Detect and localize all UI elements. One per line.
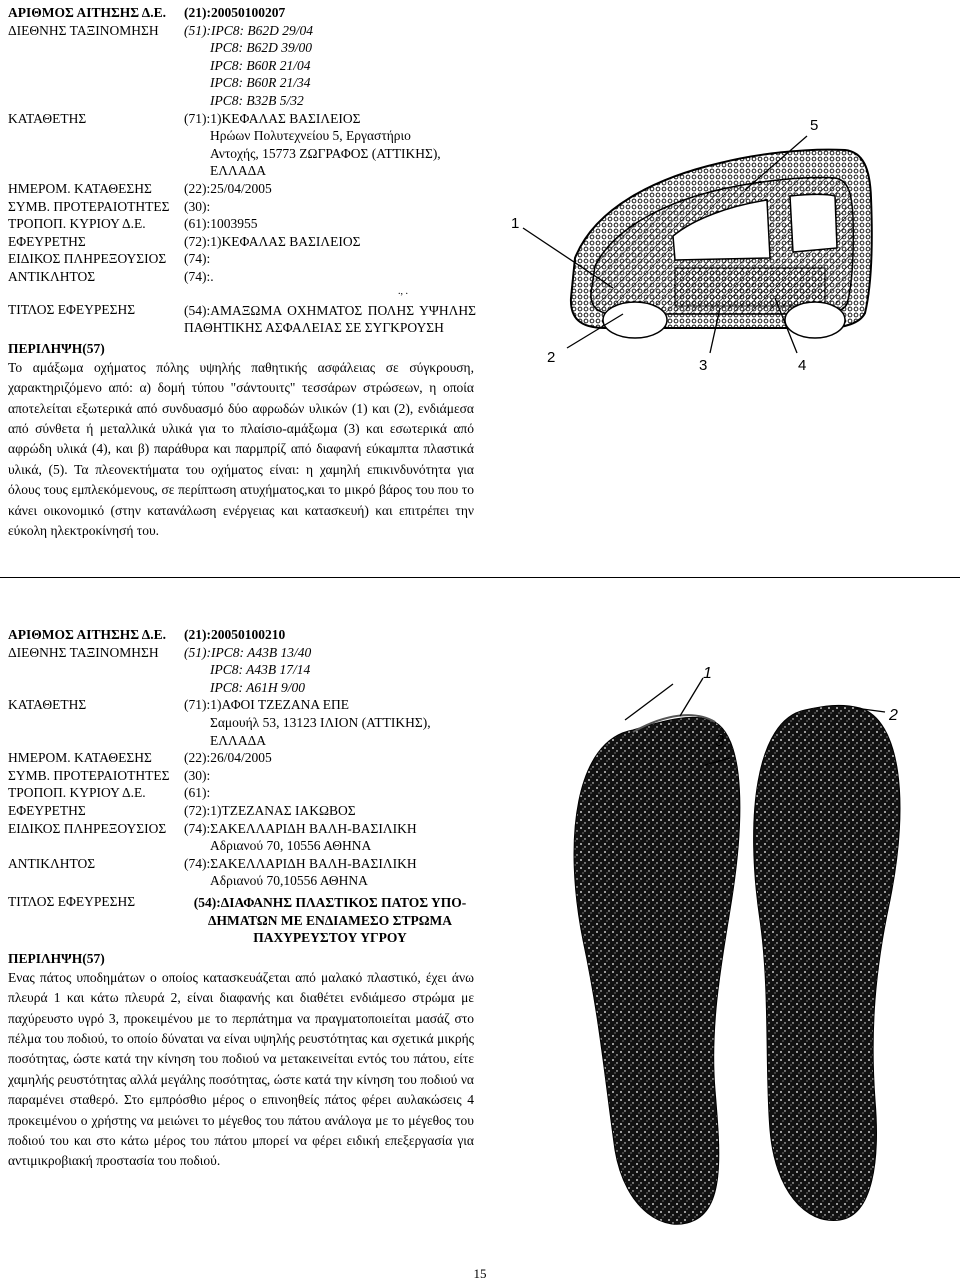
inventor-row: [8, 802, 508, 820]
inventor-label: ΕΦΕΥΡΕΤΗΣ: [8, 802, 86, 818]
applicant-country: ΕΛΛΑΔΑ: [210, 732, 267, 748]
priority-row: [8, 767, 508, 785]
invention-title: ΑΜΑΞΩΜΑ ΟΧΗΜΑΤΟΣ ΠΟΛΗΣ ΥΨΗΛΗΣ ΠΑΘΗΤΙΚΗΣ ΑΣΦΑΛΕΙΑΣ ΣΕ ΣΥΓΚΡΟΥΣΗ: [184, 302, 476, 336]
priority-row: [8, 198, 508, 216]
agent-row: [8, 820, 508, 838]
classification-row-cont: [8, 679, 508, 697]
applicant-row-cont: [8, 145, 508, 163]
applicant-address: Ηρώων Πολυτεχνείου 5, Εργαστήριο: [210, 128, 411, 144]
classification-code: (51):: [184, 644, 211, 660]
title-label: ΤΙΤΛΟΣ ΕΦΕΥΡΕΣΗΣ: [8, 301, 136, 317]
title-value: [184, 894, 476, 947]
representative-value: [184, 268, 214, 286]
modification-row: [8, 215, 508, 233]
agent-code: (74):: [184, 251, 211, 267]
filing-date-value: [184, 180, 272, 198]
representative-code: (74):: [184, 855, 211, 871]
modification-code: (61):: [184, 216, 211, 232]
callout-1: 1: [703, 665, 712, 682]
title-block: [8, 302, 508, 337]
classification-row: [8, 22, 508, 40]
vehicle-inner-foam: [675, 268, 825, 306]
classification-row-cont: [8, 92, 508, 110]
ipc-code: IPC8: A43B 13/40: [211, 644, 312, 660]
applicant-row: [8, 110, 508, 128]
filing-date-value: [184, 749, 272, 767]
applicant-country: ΕΛΛΑΔΑ: [210, 163, 267, 179]
application-number-value: [184, 626, 285, 644]
classification-value: [184, 644, 311, 662]
classification-code: (51):: [184, 22, 211, 38]
callout-2: 2: [547, 349, 556, 366]
title-code: (54):: [193, 894, 221, 910]
applicant-row-cont: [8, 127, 508, 145]
modification-label: ΤΡΟΠΟΠ. ΚΥΡΙΟΥ Δ.Ε.: [8, 216, 146, 232]
representative-code: (74):: [184, 268, 211, 284]
shoe-insole-figure: [555, 650, 927, 1250]
priority-code: (30):: [184, 767, 211, 783]
application-number-row: [8, 4, 508, 22]
application-number: 20050100210: [211, 627, 286, 642]
application-number: 20050100207: [211, 5, 286, 20]
ipc-code: IPC8: B60R 21/34: [210, 75, 311, 91]
applicant-row-cont: [8, 714, 508, 732]
applicant-row-cont: [8, 732, 508, 750]
filing-date-code: (22):: [184, 750, 211, 766]
applicant-value: [184, 110, 360, 128]
callout-4: 4: [798, 357, 807, 374]
classification-row-cont: [8, 39, 508, 57]
applicant-code: (71):: [184, 697, 211, 713]
ipc-code: IPC8: B62D 39/00: [210, 40, 312, 56]
abstract-text: Ενας πάτος υποδημάτων ο οποίος κατασκευάζεται από μαλακό πλαστικό, έχει άνω πλευρά 1 και κάτω πλευρά 2, είναι διαφανής και διαθέτει ενδιάμεσο στρώμα με παχύρευστο υγρό 3, προκειμένου με το περπάτημα να πραγματοποιείται μασάζ στο πέλμα του ποδιού, το οποίο δύναται να είναι υψηλής ρευστότητας και σχετικά μικρής ποσότητας, ώστε κατά την κίνηση του ποδιού να μετακεινείται εντός του πάτου, είτε χαμηλής ρευστότητας αλλά μεγάλης ποσότητας, ώστε κατά την κίνηση του ποδιού να παραμένει σταθερό. Στο εμπρόσθιο μέρος ο επινοηθείς πάτος φέρει αυλακώσεις 4 προκειμένου ο χρήστης να μειώνει το μέγεθος του πάτου ανάλογα με το μέγεθος του ποδιού του και στο κάτω μέρος του πάτου μπορεί να φέρει ειδική επεξεργασία για αντιμικροβιακή προστασία του ποδιού.: [8, 969, 474, 1169]
classification-row-cont: [8, 74, 508, 92]
rear-wheel: [785, 302, 845, 338]
application-number-row: [8, 626, 508, 644]
modification-label: ΤΡΟΠΟΠ. ΚΥΡΙΟΥ Δ.Ε.: [8, 785, 146, 801]
abstract-text: Το αμάξωμα οχήματος πόλης υψηλής παθητικής ασφάλειας σε σύγκρουση, χαρακτηριζόμενο από: α) δομή τύπου "σάντουιτς" τεσσάρων στρώσεων, η οποία αποτελείται εξωτερικά από συνδυασμό δύο αφρωδών υλικών (1) και (2), ενδιάμεσα από σύνθετα ή μεταλλικά υλικά για το πλαίσιο-αμάξωμα (3) και εσωτερικά από αφρώδη υλικά (4), και β) παράθυρα και παρμπρίζ από διαφανή εύκαμπτα πλαστικά υλικά, (5). Τα πλεονεκτήματα του οχήματος είναι: η χαμηλή επικινδυνότητα για όλους τους εμπλεκόμενους, σε περίπτωση ατυχήματος,και το μικρό βάρος του που το κάνει οικονομικό (στην κατανάλωση ενέργειας και κατασκευή) και επιτρέπει την εύκολη ηλεκτροκίνησή του.: [8, 359, 474, 538]
applicant-value: [184, 696, 349, 714]
inventor-value: [184, 802, 356, 820]
filing-date-row: [8, 180, 508, 198]
applicant-address: Σαμουήλ 53, 13123 ΙΛΙΟΝ (ΑΤΤΙΚΗΣ),: [210, 714, 431, 730]
ipc-code: IPC8: A43B 17/14: [210, 662, 311, 678]
application-number-code: (21):: [184, 5, 211, 20]
vehicle-rear-window: [790, 195, 837, 253]
filing-date-code: (22):: [184, 180, 211, 196]
callout-3: 3: [699, 357, 708, 374]
title-block: [8, 894, 508, 947]
inventor-value: [184, 233, 360, 251]
applicant-label: ΚΑΤΑΘΕΤΗΣ: [8, 110, 87, 126]
title-code: (54):: [184, 302, 211, 318]
agent-row: [8, 250, 508, 268]
applicant-label: ΚΑΤΑΘΕΤΗΣ: [8, 697, 87, 713]
agent-address: Αδριανού 70, 10556 ΑΘΗΝΑ: [210, 838, 372, 854]
filing-date-label: ΗΜΕΡΟΜ. ΚΑΤΑΘΕΣΗΣ: [8, 180, 152, 196]
priority-label: ΣΥΜΒ. ΠΡΟΤΕΡΑΙΟΤΗΤΕΣ: [8, 198, 170, 214]
classification-row: [8, 644, 508, 662]
title-value: [184, 302, 476, 337]
insole-left: [574, 717, 740, 1224]
ipc-code: IPC8: B62D 29/04: [211, 22, 313, 38]
callout-5: 5: [810, 117, 819, 134]
vehicle-body-figure: [505, 108, 875, 380]
representative-row: [8, 268, 508, 286]
modification-value: [184, 215, 258, 233]
representative-value: [184, 855, 417, 873]
filing-date: 26/04/2005: [210, 750, 272, 766]
inventor-code: (72):: [184, 802, 211, 818]
inventor-code: (72):: [184, 233, 211, 249]
application-number-value: [184, 4, 285, 22]
application-number-label: ΑΡΙΘΜΟΣ ΑΙΤΗΣΗΣ Δ.Ε.: [8, 627, 166, 642]
patent-record-2: [8, 626, 508, 1172]
agent-value: [184, 820, 417, 838]
representative-name: ΣΑΚΕΛΛΑΡΙΔΗ ΒΑΛΗ-ΒΑΣΙΛΙΚΗ: [210, 855, 417, 871]
application-number-code: (21):: [184, 627, 211, 642]
priority-code: (30):: [184, 198, 211, 214]
agent-label: ΕΙΔΙΚΟΣ ΠΛΗΡΕΞΟΥΣΙΟΣ: [8, 251, 167, 267]
agent-label: ΕΙΔΙΚΟΣ ΠΛΗΡΕΞΟΥΣΙΟΣ: [8, 820, 167, 836]
applicant-row-cont: [8, 162, 508, 180]
classification-value: [184, 22, 313, 40]
classification-label: ΔΙΕΘΝΗΣ ΤΑΞΙΝΟΜΗΣΗ: [8, 22, 159, 38]
applicant-address: Αντοχής, 15773 ΖΩΓΡΑΦΟΣ (ΑΤΤΙΚΗΣ),: [210, 145, 441, 161]
agent-row-cont: [8, 837, 508, 855]
agent-name: ΣΑΚΕΛΛΑΡΙΔΗ ΒΑΛΗ-ΒΑΣΙΛΙΚΗ: [210, 820, 417, 836]
callout-2: 2: [889, 707, 898, 724]
representative-label: ΑΝΤΙΚΛΗΤΟΣ: [8, 268, 96, 284]
representative-row: [8, 855, 508, 873]
applicant-name: 1)ΚΕΦΑΛΑΣ ΒΑΣΙΛΕΙΟΣ: [210, 110, 361, 126]
agent-code: (74):: [184, 820, 211, 836]
classification-label: ΔΙΕΘΝΗΣ ΤΑΞΙΝΟΜΗΣΗ: [8, 644, 159, 660]
ipc-code: IPC8: B32B 5/32: [210, 92, 304, 108]
inventor-name: 1)ΤΖΕΖΑΝΑΣ ΙΑΚΩΒΟΣ: [210, 802, 356, 818]
ipc-code: IPC8: B60R 21/04: [210, 57, 311, 73]
classification-row-cont: [8, 661, 508, 679]
abstract-heading: ΠΕΡΙΛΗΨΗ(57): [8, 340, 105, 356]
ipc-code: IPC8: A61H 9/00: [210, 679, 305, 695]
applicant-name: 1)ΑΦΟΙ ΤΖΕΖΑΝΑ ΕΠΕ: [210, 697, 350, 713]
application-number-label: ΑΡΙΘΜΟΣ ΑΙΤΗΣΗΣ Δ.Ε.: [8, 5, 166, 20]
insole-right: [754, 705, 900, 1220]
filing-date: 25/04/2005: [210, 180, 272, 196]
stray-mark-row: [8, 286, 508, 298]
classification-row-cont: [8, 57, 508, 75]
filing-date-row: [8, 749, 508, 767]
invention-title: ΔΙΑΦΑΝΗΣ ΠΛΑΣΤΙΚΟΣ ΠΑΤΟΣ ΥΠΟ-ΔΗΜΑΤΩΝ ΜΕ ΕΝΔΙΑΜΕΣΟ ΣΤΡΩΜΑ ΠΑΧΥΡΕΥΣΤΟΥ ΥΓΡΟΥ: [207, 894, 467, 946]
page-number: 15: [473, 1266, 487, 1281]
representative-address: Αδριανού 70,10556 ΑΘΗΝΑ: [210, 873, 368, 889]
patent-record-1: [8, 4, 508, 541]
callout-3: 3: [715, 733, 724, 750]
representative-row-cont: [8, 872, 508, 890]
section-divider: [0, 577, 960, 578]
inventor-row: [8, 233, 508, 251]
priority-label: ΣΥΜΒ. ΠΡΟΤΕΡΑΙΟΤΗΤΕΣ: [8, 767, 170, 783]
stray-mark: ., .: [398, 285, 408, 297]
representative-name: .: [210, 268, 214, 284]
modification-row: [8, 784, 508, 802]
filing-date-label: ΗΜΕΡΟΜ. ΚΑΤΑΘΕΣΗΣ: [8, 750, 152, 766]
applicant-code: (71):: [184, 110, 211, 126]
representative-label: ΑΝΤΙΚΛΗΤΟΣ: [8, 855, 96, 871]
inventor-name: 1)ΚΕΦΑΛΑΣ ΒΑΣΙΛΕΙΟΣ: [210, 233, 361, 249]
modification-number: 1003955: [210, 216, 258, 232]
callout-1: 1: [511, 215, 520, 232]
modification-code: (61):: [184, 785, 211, 801]
applicant-row: [8, 696, 508, 714]
title-label: ΤΙΤΛΟΣ ΕΦΕΥΡΕΣΗΣ: [8, 893, 136, 909]
inventor-label: ΕΦΕΥΡΕΤΗΣ: [8, 233, 86, 249]
abstract-heading: ΠΕΡΙΛΗΨΗ(57): [8, 950, 105, 966]
